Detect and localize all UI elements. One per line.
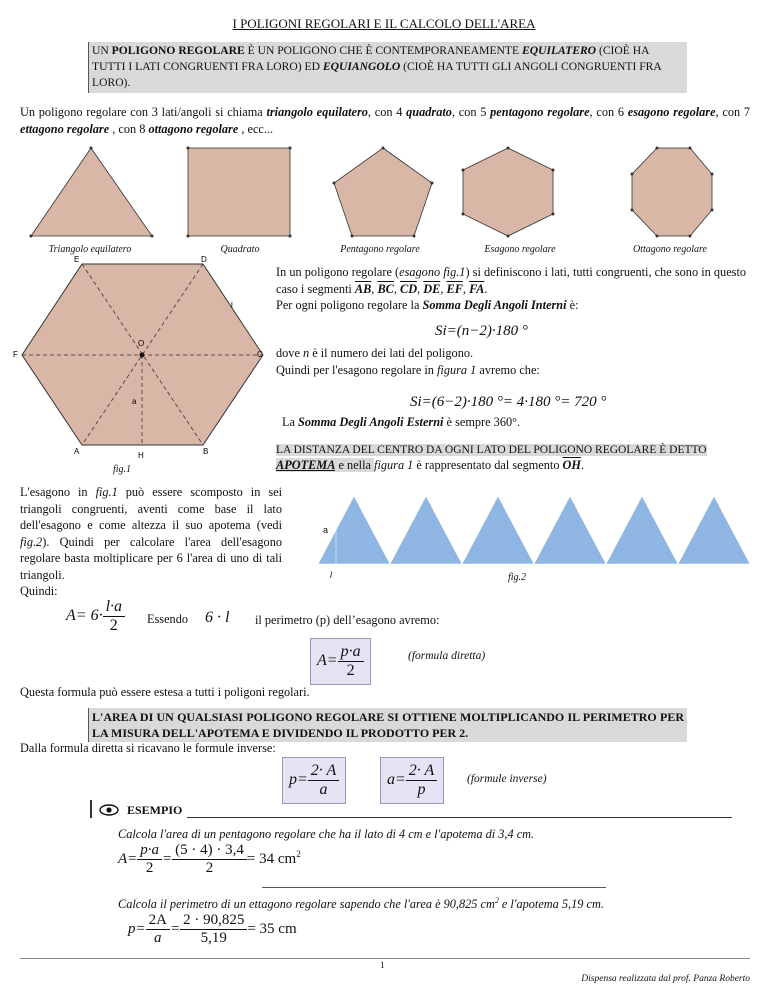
example-question-2: Calcola il perimetro di un ettagono regolare sapendo che l'area è 90,825 $cm^2$ e l'apotema 5,19 cm. — [118, 896, 604, 912]
formula-si-hexagon: Si=(6−2)·180 °= 4·180 °= 720 ° — [410, 394, 607, 410]
example-rule — [187, 817, 732, 818]
label-hexagon: Esagono regolare — [484, 244, 556, 255]
intro-paragraph: Un poligono regolare con 3 lati/angoli si chiama triangolo equilatero, con 4 quadrato, con 5 pentagono regolare, con 6 esagono regolare, con 7 ettagono regolare , con 8 ottagono regolare , ecc... — [20, 105, 751, 136]
def-equiangolo: EQUIANGOLO — [322, 60, 401, 73]
fig1-caption: fig.1 — [113, 464, 132, 475]
formula-si: Si=(n−2)·180 ° — [435, 323, 528, 339]
apothem-definition: LA DISTANZA DEL CENTRO DA OGNI LATO DEL POLIGONO REGOLARE È DETTO APOTEMA e nella figura 1 è rappresentato dal segmento $\overline{OH}$. — [276, 444, 707, 472]
example-question-1: Calcola l'area di un pentagono regolare che ha il lato di 4 cm e l'apotema di 3,4 cm. — [118, 827, 535, 841]
fig2-caption: fig.2 — [508, 572, 527, 583]
polygon-shapes — [0, 138, 768, 242]
label-square: Quadrato — [220, 244, 260, 255]
pentagon-shape — [334, 148, 432, 236]
octagon-shape — [632, 148, 712, 236]
def-term: POLIGONO REGOLARE — [111, 44, 245, 57]
def-equilatero: EQUILATERO — [521, 44, 597, 57]
vertex-label: D — [201, 255, 207, 264]
area-formula: A= 6· $\frac{l\cdot a}{2}$ — [66, 598, 125, 635]
square-shape — [188, 148, 290, 236]
footer-rule — [20, 958, 750, 959]
def-text: UN — [92, 44, 112, 57]
vertex-label: F — [13, 350, 18, 359]
triangles-figure — [318, 492, 750, 596]
label-triangle: Triangolo equilatero — [48, 244, 132, 255]
fig2-l-label: l — [330, 570, 332, 580]
apothem-label: a — [132, 397, 137, 406]
label-pentagon: Pentagono regolare — [340, 244, 420, 255]
page-title: I POLIGONI REGOLARI E IL CALCOLO DELL'AREA — [232, 16, 536, 31]
def-text: È UN POLIGONO CHE È CONTEMPORANEAMENTE — [244, 44, 522, 57]
example-heading: ESEMPIO — [127, 803, 183, 817]
extend-text: Questa formula può essere estesa a tutti i poligoni regolari. — [20, 685, 310, 699]
side-label: l — [231, 301, 233, 310]
decompose-paragraph: L'esagono in fig.1 può essere scomposto in sei triangoli congruenti, aventi come base il lato dell'esagono e come altezza il suo apotema (vedi fig.2). Quindi per calcolare l'area dell'esagono regolare basta moltiplicare per 6 l'area di uno di tali triangoli. Quindi: — [20, 485, 282, 598]
inverse-a-formula: a= $\frac{2\cdot A}{p}$ — [380, 757, 444, 804]
eye-icon — [99, 804, 119, 816]
foot-label: H — [138, 451, 144, 460]
direct-formula-box: A= $\frac{p\cdot a}{2}$ — [310, 638, 371, 685]
vertex-label: A — [74, 447, 80, 456]
page-number: 1 — [380, 960, 385, 970]
triangle-shape — [31, 148, 152, 236]
hexagon-shape — [463, 148, 553, 236]
exterior-angles: La Somma Degli Angoli Esterni è sempre 360°. — [282, 415, 521, 429]
def-text: (CIOÈ HA TUTTI I LATI CONGRUENTI FRA LORO) ED — [92, 44, 649, 73]
perimeter-text: il perimetro (p) dell’esagono avremo: — [255, 613, 440, 627]
essendo-text: Essendo — [147, 612, 188, 626]
fig2-a-label: a — [323, 525, 329, 535]
vertex-label: C — [257, 350, 263, 359]
direct-formula-note: (formula diretta) — [408, 650, 486, 662]
example-bar — [90, 800, 92, 818]
label-octagon: Ottagono regolare — [633, 244, 707, 255]
footer-credit: Dispensa realizzata dal prof. Panza Roberto — [581, 974, 750, 984]
example-solution-1: A= $\frac{p\cdot a}{2}$ = $\frac{(5 \cdot 4) \cdot 3,4}{2}$ = 34 $cm^2$ — [118, 842, 301, 876]
definition-box — [88, 42, 687, 93]
inverse-intro: Dalla formula diretta si ricavano le formule inverse: — [20, 741, 276, 755]
def-text: (CIOÈ HA TUTTI GLI ANGOLI CONGRUENTI FRA LORO). — [92, 60, 662, 89]
hexagon-figure — [0, 252, 268, 482]
inverse-p-formula: p= $\frac{2\cdot A}{a}$ — [282, 757, 346, 804]
vertex-label: B — [203, 447, 209, 456]
vertex-label: E — [74, 255, 80, 264]
sides-paragraph: In un poligono regolare (esagono fig.1) si definiscono i lati, tutti congruenti, che sono in questo caso i segmenti $\overline{AB}$, $\overline{BC}$, $\overline{CD}$, $\overline{DE}$, $\overline{EF}$, $\overline{FA}$. Per ogni poligono regolare la Somma Degli Angoli Interni è: — [276, 265, 747, 312]
example-solution-2: p= $\frac{2A}{a}$ = $\frac{2 \cdot 90,825}{5,19}$ = 35 cm — [128, 912, 297, 946]
perimeter-expression: 6 · l — [205, 609, 230, 626]
n-explanation: dove n è il numero dei lati del poligono. Quindi per l'esagono regolare in figura 1 avremo che: — [276, 346, 540, 377]
inverse-note: (formule inverse) — [467, 773, 547, 785]
center-label: O — [138, 339, 145, 348]
example-separator — [262, 887, 606, 888]
conclusion-box: L'AREA DI UN QUALSIASI POLIGONO REGOLARE SI OTTIENE MOLTIPLICANDO IL PERIMETRO PER LA MISURA DELL'APOTEMA E DIVIDENDO IL PRODOTTO PER 2. — [88, 708, 687, 742]
